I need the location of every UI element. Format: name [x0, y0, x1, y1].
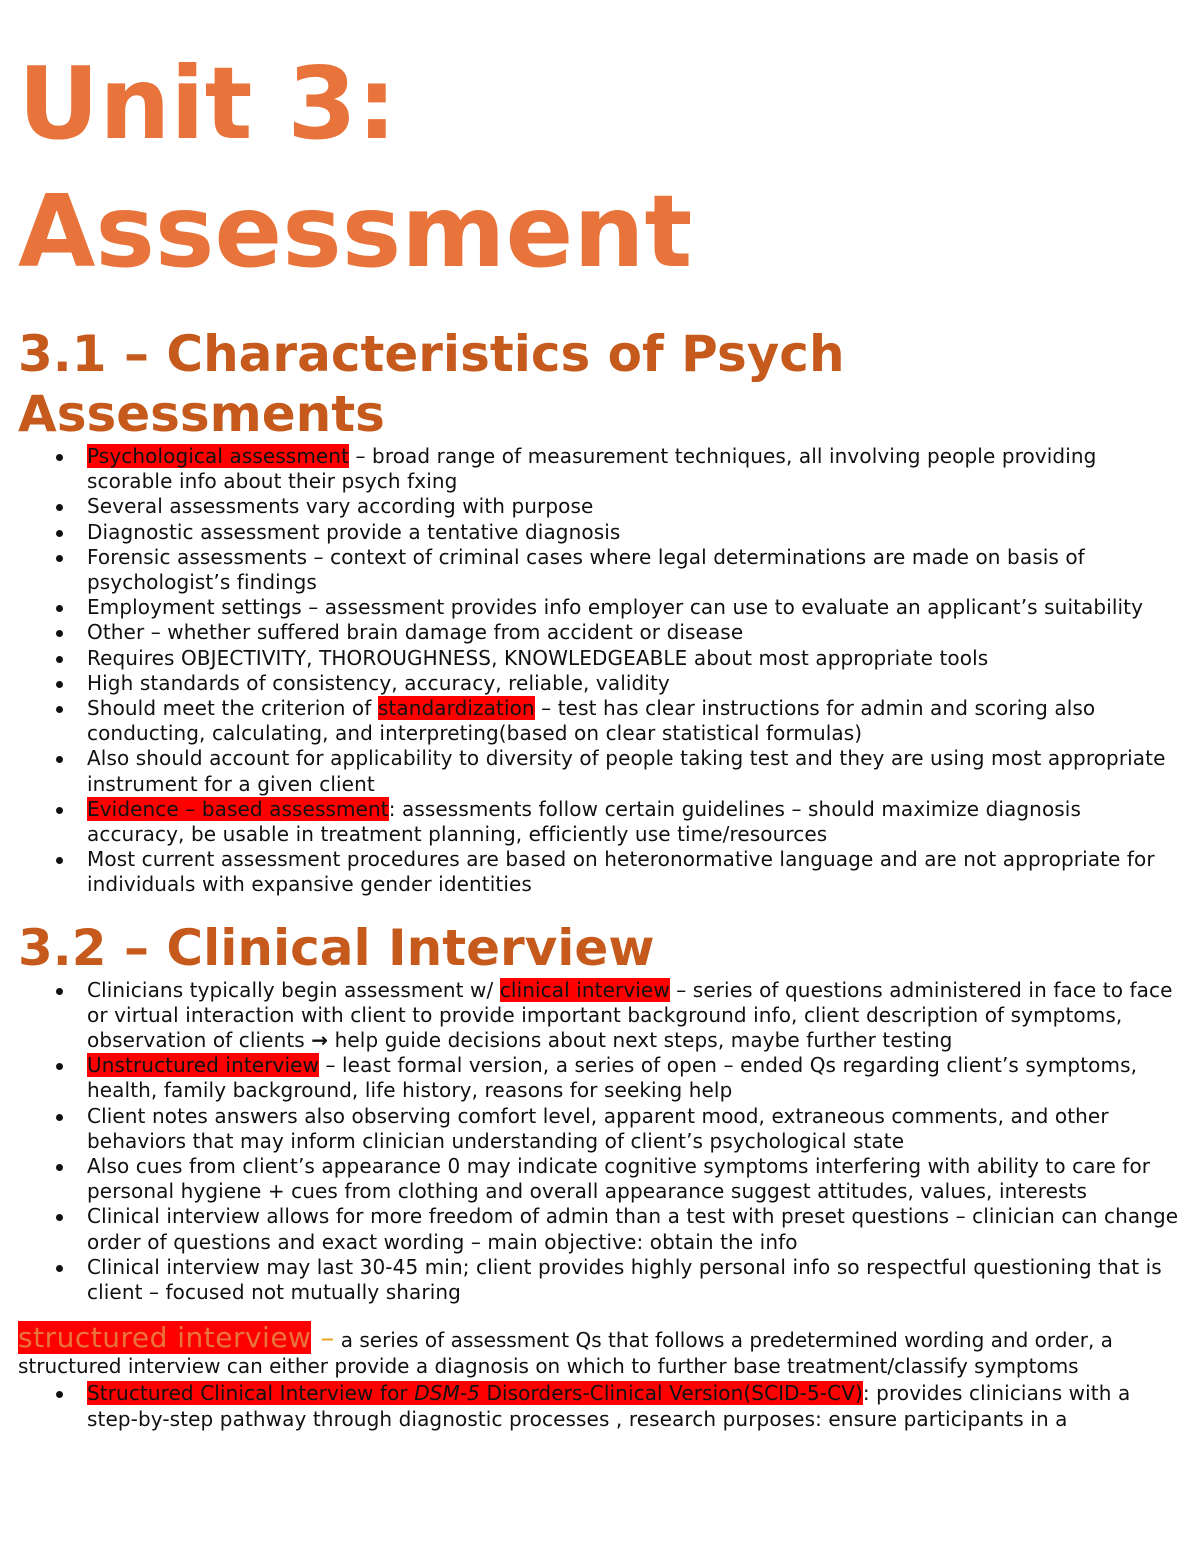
list-item — [18, 444, 1183, 494]
list-item-text: – test has clear instructions for admin and scoring also conducting, calculating, and interpreting(based on clear statistical formulas) — [87, 696, 1096, 746]
list-item — [18, 797, 1183, 847]
list-item-text: Client notes answers also observing comfort level, apparent mood, extraneous comments, and other behaviors that may inform clinician understanding of client’s psychological state — [87, 1103, 1109, 1153]
bullet-icon — [56, 656, 63, 663]
bullet-icon — [56, 630, 63, 637]
list-item — [18, 978, 1183, 1054]
list-item — [18, 494, 1183, 519]
list-item-text: : provides clinicians with a step-by-step pathway through diagnostic processes , research purposes: ensure participants in a — [87, 1381, 1131, 1431]
unit-title — [18, 40, 1183, 296]
list-item-text: Requires OBJECTIVITY, THOROUGHNESS, KNOWLEDGEABLE about most appropriate tools — [87, 645, 989, 670]
list-item — [18, 1204, 1183, 1254]
list-item-text: Clinical interview allows for more freedom of admin than a test with preset questions – clinician can change order of questions and exact wording – main objective: obtain the info — [87, 1204, 1179, 1254]
document-page — [18, 40, 1183, 1432]
highlighted-term: Unstructured interview — [87, 1053, 319, 1078]
list-item-text: – series of questions administered in face to face or virtual interaction with client to provide important background info, client description of symptoms, observation of clients — [87, 977, 1173, 1053]
highlighted-term — [87, 1381, 863, 1405]
list-item-text: Diagnostic assessment provide a tentative diagnosis — [87, 519, 621, 544]
bullet-icon — [56, 1114, 63, 1121]
bullet-icon — [56, 555, 63, 562]
list-item-text: Most current assessment procedures are based on heteronormative language and are not appropriate for individuals with expansive gender identities — [87, 847, 1155, 897]
list-item-text: Also should account for applicability to diversity of people taking test and they are using most appropriate instrument for a given client — [87, 746, 1166, 796]
bullet-icon — [56, 504, 63, 511]
bullet-icon — [56, 706, 63, 713]
section-3-1-list — [18, 444, 1183, 898]
bullet-icon — [56, 1265, 63, 1272]
list-item-text: Employment settings – assessment provides info employer can use to evaluate an applicant’s suitability — [87, 595, 1144, 620]
section-heading-3-1-line1: 3.1 – Characteristics of Psych — [18, 325, 845, 383]
list-item — [18, 671, 1183, 696]
list-item — [18, 520, 1183, 545]
list-item-text: Clinical interview may last 30-45 min; client provides highly personal info so respectful questioning that is client – focused not mutually sharing — [87, 1254, 1162, 1305]
highlighted-term-part-b: Disorders-Clinical Version(SCID-5-CV) — [479, 1381, 863, 1406]
structured-interview-dash: – — [311, 1321, 335, 1355]
bullet-icon — [56, 756, 63, 763]
section-heading-3-1 — [18, 324, 1183, 444]
unit-title-line2: Assessment — [18, 173, 693, 290]
list-item-text: Forensic assessments – context of criminal cases where legal determinations are made on basis of psychologist’s findings — [87, 544, 1085, 595]
highlighted-term-part-a: Structured Clinical Interview for — [87, 1381, 415, 1406]
bullet-icon — [56, 1391, 63, 1398]
bullet-icon — [56, 605, 63, 612]
unit-title-line1: Unit 3: — [18, 45, 397, 162]
right-arrow-icon: → — [311, 1028, 329, 1053]
list-item-text-after: help guide decisions about next steps, maybe further testing — [328, 1028, 953, 1053]
list-item — [18, 746, 1183, 796]
list-item-text: – least formal version, a series of open – ended Qs regarding client’s symptoms, health, family background, life history, reasons for seeking help — [87, 1053, 1138, 1103]
bullet-icon — [56, 1063, 63, 1070]
list-item-text: Other – whether suffered brain damage from accident or disease — [87, 620, 744, 645]
list-item-text-before: Clinicians typically begin assessment w/ — [87, 977, 500, 1002]
bullet-icon — [56, 454, 63, 461]
highlighted-term: Evidence – based assessment — [87, 796, 389, 821]
highlighted-term: standardization — [377, 696, 535, 721]
section-heading-3-1-line2: Assessments — [18, 385, 385, 443]
list-item — [18, 1154, 1183, 1204]
list-item — [18, 545, 1183, 595]
list-item-text: : assessments follow certain guidelines – should maximize diagnosis accuracy, be usable in treatment planning, efficiently use time/resources — [87, 796, 1081, 847]
list-item-text: Several assessments vary according with purpose — [87, 494, 594, 519]
structured-interview-list — [18, 1381, 1183, 1431]
list-item-text: High standards of consistency, accuracy, reliable, validity — [87, 670, 670, 695]
structured-interview-paragraph — [18, 1321, 1183, 1379]
highlighted-term: Psychological assessment — [87, 444, 350, 468]
bullet-icon — [56, 681, 63, 688]
structured-interview-text: a series of assessment Qs that follows a predetermined wording and order, a structured interview can either provide a diagnosis on which to further base treatment/classify symptoms — [18, 1328, 1113, 1379]
bullet-icon — [56, 857, 63, 864]
highlighted-term-italic: DSM-5 — [414, 1381, 480, 1406]
list-item — [18, 1104, 1183, 1154]
bullet-icon — [56, 1164, 63, 1171]
list-item — [18, 1255, 1183, 1305]
highlighted-term: clinical interview — [499, 977, 670, 1002]
list-item — [18, 696, 1183, 746]
list-item — [18, 847, 1183, 897]
list-item-text: Also cues from client’s appearance 0 may indicate cognitive symptoms interfering with ability to care for personal hygiene + cues from clothing and overall appearance suggest attitudes, values, interests — [87, 1154, 1151, 1204]
list-item-text: – broad range of measurement techniques, all involving people providing scorable info about their psych fxing — [87, 444, 1097, 494]
section-3-2-list — [18, 978, 1183, 1306]
list-item-text-before: Should meet the criterion of — [87, 696, 378, 721]
section-heading-3-2: 3.2 – Clinical Interview — [18, 918, 655, 977]
list-item — [18, 595, 1183, 620]
bullet-icon — [56, 1214, 63, 1221]
list-item — [18, 1381, 1183, 1431]
bullet-icon — [56, 807, 63, 814]
list-item — [18, 646, 1183, 671]
list-item — [18, 620, 1183, 645]
list-item — [18, 1053, 1183, 1103]
structured-interview-term: structured interview — [18, 1321, 312, 1355]
bullet-icon — [56, 530, 63, 537]
bullet-icon — [56, 988, 63, 995]
